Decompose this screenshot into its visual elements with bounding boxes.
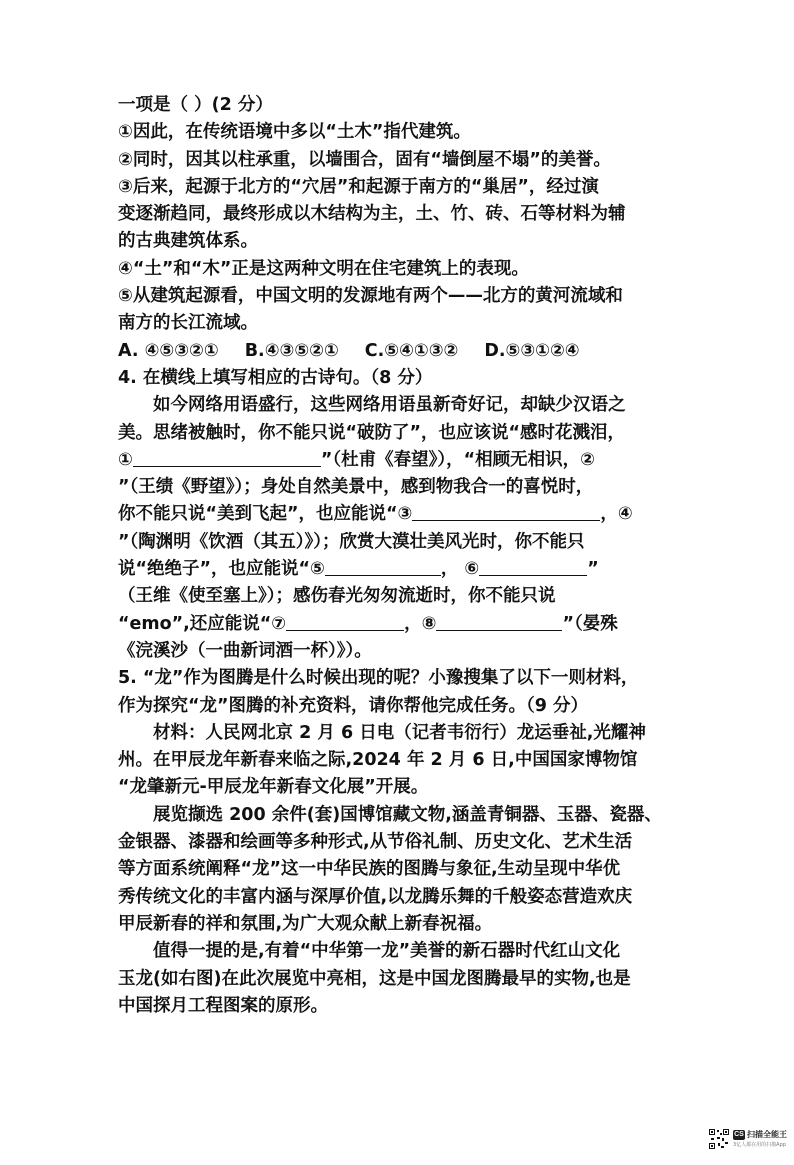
q3-sentence-4: ④“土”和“木”正是这两种文明在住宅建筑上的表现。 <box>118 258 529 279</box>
q4-line-9 <box>118 611 678 638</box>
q5-material-p2-line-4: 秀传统文化的丰富内涵与深厚价值,以龙腾乐舞的千般姿态营造欢庆 <box>118 886 633 907</box>
q4-line-4: ”（王绩《野望》）；身处自然美景中，感到物我合一的喜悦时， <box>118 477 594 498</box>
q4-line-6: ”（陶渊明《饮酒（其五）》）；欣赏大漠壮美风光时，你不能只 <box>118 531 585 552</box>
q4-title: 4. 在横线上填写相应的古诗句。（8 分） <box>118 367 433 388</box>
q5-material-p2-line-3: 等方面系统阐释“龙”这一中华民族的图腾与象征,生动呈现中华优 <box>118 859 621 880</box>
q4-line-7-text: 说“绝绝子”，也应能说“⑤ <box>118 559 325 580</box>
q4-line-5-text: 你不能只说“美到飞起”，也应能说“③ <box>118 504 413 525</box>
q4-line-1: 如今网络用语盛行，这些网络用语虽新奇好记，却缺少汉语之 <box>153 395 626 416</box>
q4-blank-3[interactable] <box>412 502 600 521</box>
q4-blank-7[interactable] <box>286 612 404 631</box>
camscanner-tagline: 3亿人都在用的扫描App <box>733 1142 786 1148</box>
q4-line-3 <box>118 447 678 474</box>
q3-sentence-3-line-1: ③后来，起源于北方的“穴居”和起源于南方的“巢居”，经过演 <box>118 176 599 197</box>
q4-blank-8[interactable] <box>436 612 562 631</box>
q3-sentence-5-line-2: 南方的长江流域。 <box>118 313 258 334</box>
qr-code-icon <box>708 1128 730 1150</box>
camscanner-name: 扫描全能王 <box>747 1130 787 1139</box>
q3-stem-end: 一项是（ ）(2 分） <box>118 95 273 115</box>
q3-sentence-3-line-3: 的古典建筑体系。 <box>118 231 258 252</box>
q5-material-p2-line-2: 金银器、漆器和绘画等多种形式,从节俗礼制、历史文化、艺术生活 <box>118 832 633 853</box>
q5-title-line-2: 作为探究“龙”图腾的补充资料，请你帮他完成任务。（9 分） <box>118 695 589 716</box>
q4-blank-5[interactable] <box>325 557 441 576</box>
q5-material-p1-line-1: 材料：人民网北京 2 月 6 日电（记者韦衍行）龙运垂祉,光耀神 <box>153 722 646 743</box>
q4-blank-4-label: ，④ <box>600 504 633 525</box>
exam-page <box>118 92 678 1020</box>
q4-line-9-close: ”（晏殊 <box>562 613 618 634</box>
q4-blank-8-label: ，⑧ <box>404 613 437 634</box>
q5-material-p1-line-2: 州。在甲辰龙年新春来临之际,2024 年 2 月 6 日,中国国家博物馆 <box>118 750 638 771</box>
q5-material-p2-line-5: 甲辰新春的祥和氛围,为广大观众献上新春祝福。 <box>118 913 493 934</box>
q4-line-8: （王维《使至塞上》）；感伤春光匆匆流逝时，你不能只说 <box>118 586 556 607</box>
q3-option-b[interactable]: B.④③⑤②① <box>244 340 339 361</box>
camscanner-logo: CS <box>734 1131 744 1138</box>
q4-blank-1[interactable] <box>133 448 321 467</box>
q3-sentence-2: ②同时，因其以柱承重，以墙围合，固有“墙倒屋不塌”的美誉。 <box>118 149 611 170</box>
q3-option-d[interactable]: D.⑤③①②④ <box>484 340 580 361</box>
q4-blank-7-label: “emo”,还应能说“⑦ <box>118 613 287 634</box>
q5-material-p3-line-2: 玉龙(如右图)在此次展览中亮相，这是中国龙图腾最早的实物,也是 <box>118 968 631 989</box>
q5-material-p2-line-1: 展览撷选 200 余件(套)国博馆藏文物,涵盖青铜器、玉器、瓷器、 <box>153 804 662 825</box>
scanner-watermark <box>708 1128 790 1154</box>
q3-options <box>118 338 678 365</box>
q5-material-p3-line-3: 中国探月工程图案的原形。 <box>118 995 328 1016</box>
q3-sentence-3-line-2: 变逐渐趋同，最终形成以木结构为主，土、竹、砖、石等材料为辅 <box>118 204 626 225</box>
q4-line-10: 《浣溪沙（一曲新词酒一杯）》）。 <box>118 640 372 661</box>
q4-line-7-close: ” <box>587 559 599 580</box>
q4-blank-1-label: ① <box>118 449 133 470</box>
q3-sentence-1: ①因此，在传统语境中多以“土木”指代建筑。 <box>118 122 471 143</box>
q4-line-2: 美。思绪被触时，你不能只说“破防了”，也应该说“感时花溅泪， <box>118 422 626 443</box>
q5-material-p3-line-1: 值得一提的是,有着“中华第一龙”美誉的新石器时代红山文化 <box>153 941 621 962</box>
q3-sentence-5-line-1: ⑤从建筑起源看，中国文明的发源地有两个——北方的黄河流域和 <box>118 286 623 307</box>
q4-line-7 <box>118 556 678 583</box>
q4-blank-6-label: ， ⑥ <box>440 559 480 580</box>
q3-option-c[interactable]: C.⑤④①③② <box>364 340 459 361</box>
q3-option-a[interactable]: A. ④⑤③②① <box>118 340 219 361</box>
q5-material-p1-line-3: “龙肇新元-甲辰龙年新春文化展”开展。 <box>118 777 429 798</box>
q4-line-3-text: ”（杜甫《春望》），“相顾无相识，② <box>320 449 595 470</box>
q5-title-line-1: 5. “龙”作为图腾是什么时候出现的呢？小豫搜集了以下一则材料， <box>118 668 639 689</box>
q4-line-5 <box>118 501 678 528</box>
q4-blank-6[interactable] <box>479 557 587 576</box>
